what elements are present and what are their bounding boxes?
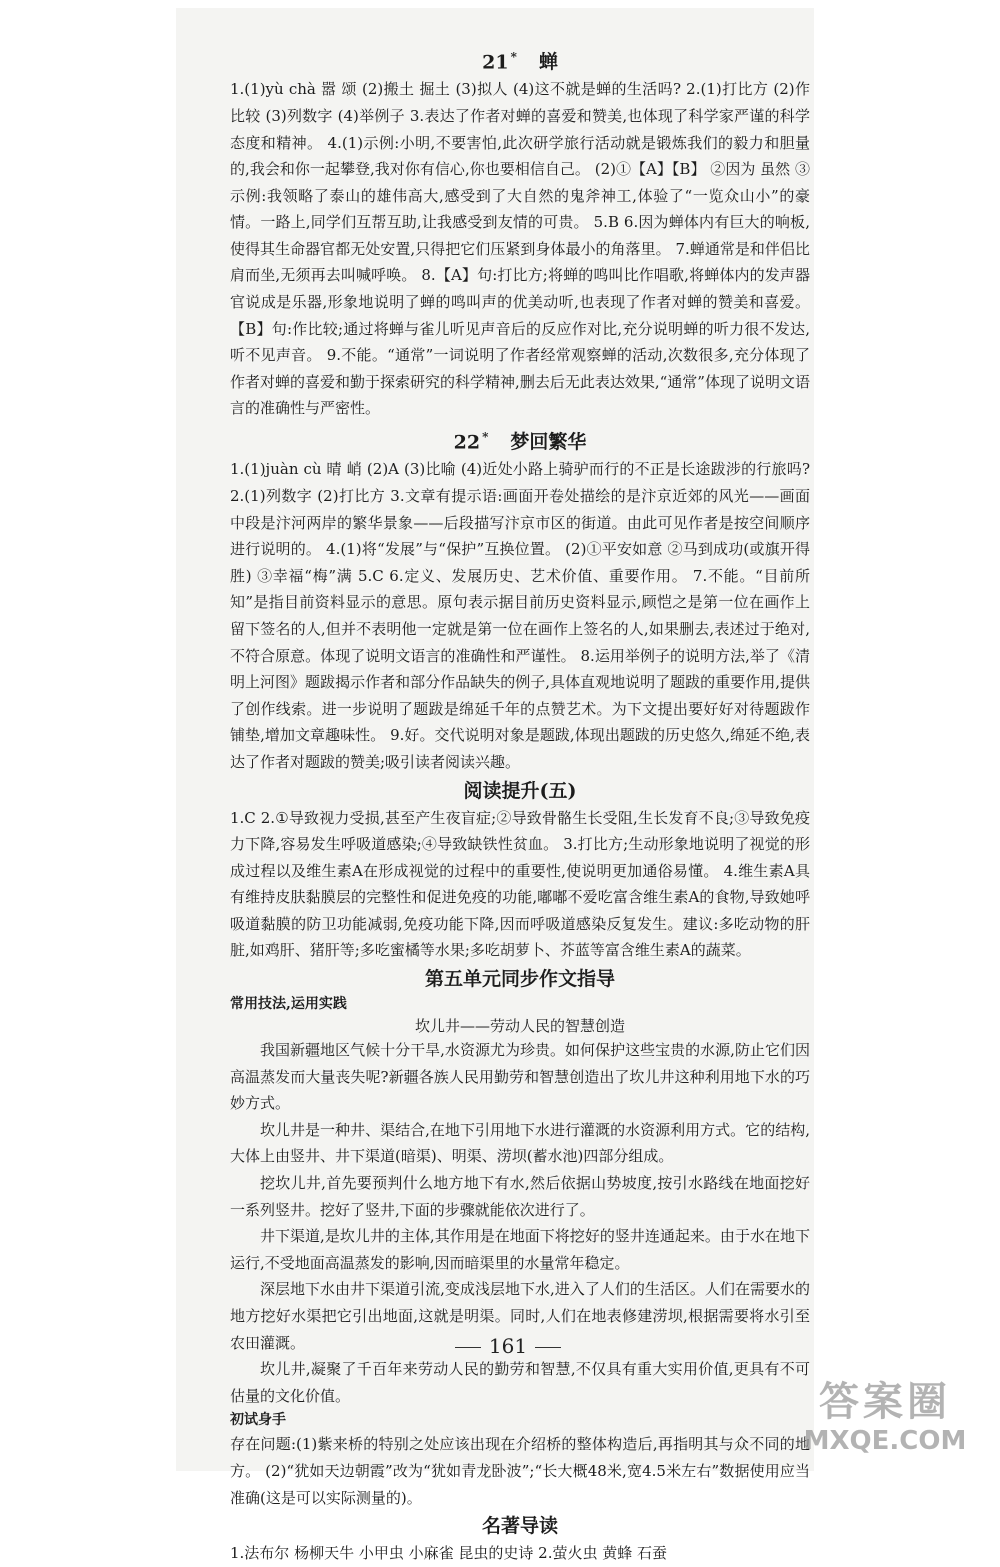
watermark-logo [780, 1378, 990, 1468]
essay-paragraph: 坎儿井,凝聚了千百年来劳动人民的勤劳和智慧,不仅具有重大实用价值,更具有不可估量的文化价值。 [230, 1360, 810, 1405]
essay-paragraph: 井下渠道,是坎儿井的主体,其作用是在地面下将挖好的竖井连通起来。由于水在地下运行,不受地面高温蒸发的影响,因而暗渠里的水量常年稳定。 [230, 1227, 810, 1272]
section-body-classics: 1.法布尔 杨柳天牛 小甲虫 小麻雀 昆虫的史诗 2.萤火虫 黄蜂 石蚕 [230, 1544, 668, 1563]
section-title-unit-5-writing: 第五单元同步作文指导 [424, 968, 615, 991]
essay-paragraph: 坎儿井是一种井、渠结合,在地下引用地下水进行灌溉的水资源利用方式。它的结构,大体上由竖井、井下渠道(暗渠)、明渠、涝坝(蓄水池)四部分组成。 [230, 1120, 810, 1166]
section-body-reading-5: 1.C 2.①导致视力受损,甚至产生夜盲症;②导致骨骼生长受阻,生长发育不良;③导致免疫力下降,容易发生呼吸道感染;④导致缺铁性贫血。 3.打比方;生动形象地说明了视觉的形成过程以及维生素A在形成视觉的过程中的重要性,使说明更加通俗易懂。 4.维生素A具有维持皮肤黏膜层的完整性和促进免疫的功能,嘟嘟不爱吃富含维生素A的食物,导致她呼吸道黏膜的防卫功能减弱,免疫功能下降,因而呼吸道感染反复发生。建议:多吃动物的肝脏,如鸡肝、猪肝等;多吃蜜橘等水果;多吃胡萝卜、芥蓝等富含维生素A的蔬菜。 [230, 808, 810, 960]
section-title-classics: 名著导读 [481, 1515, 558, 1538]
section-body-22: 1.(1)juàn cù 晴 峭 (2)A (3)比喻 (4)近处小路上骑驴而行的不正是长途跋涉的行旅吗? 2.(1)列数字 (2)打比方 3.文章有提示语:画面开卷处描绘的是汴京近郊的风光——画面中段是汴河两岸的繁华景象——后段描写汴京市区的街道。由此可见作者是按空间顺序进行说明的。 4.(1)将“发展”与“保护”互换位置。 (2)①平安如意 ②马到成功(或旗开得胜) ③幸福“梅”满 5.C 6.定义、发展历史、艺术价值、重要作用。 7.不能。“目前所知”是指目前资料显示的意思。原句表示据目前历史资料显示,顾恺之是第一位在画作上留下签名的人,但并不表明他一定就是第一位在画作上签名的人,如果删去,表述过于绝对,不符合原意。体现了说明文语言的准确性和严谨性。 8.运用举例子的说明方法,举了《清明上河图》题跋揭示作者和部分作品缺失的例子,具体直观地说明了题跋的重要作用,提供了创作线索。进一步说明了题跋是绵延千年的点赞艺术。为下文提出要好好对待题跋作铺垫,增加文章趣味性。 9.好。交代说明对象是题跋,体现出题跋的历史悠久,绵延不绝,表达了作者对题跋的赞美;吸引读者阅读兴趣。 [230, 460, 810, 771]
watermark-logo-text: 答案圈 [819, 1378, 951, 1425]
page-number-rule-right [535, 1347, 561, 1348]
page-number: 161 [438, 1334, 578, 1358]
essay-paragraph: 深层地下水由井下渠道引流,变成浅层地下水,进入了人们的生活区。人们在需要水的地方挖好水渠把它引出地面,这就是明渠。同时,人们在地表修建涝坝,根据需要将水引至农田灌溉。 [230, 1280, 810, 1352]
section-title-21: 21 * 蝉 [482, 50, 558, 74]
subheading-techniques: 常用技法,运用实践 [230, 996, 347, 1013]
essay-paragraph: 我国新疆地区气候十分干旱,水资源尤为珍贵。如何保护这些宝贵的水源,防止它们因高温蒸发而大量丧失呢?新疆各族人民用勤劳和智慧创造出了坎儿井这种利用地下水的巧妙方式。 [230, 1041, 810, 1113]
subheading-trial: 初试身手 [230, 1412, 286, 1429]
page-number-rule-left [455, 1347, 481, 1348]
trial-answer: 存在问题:(1)紫来桥的特别之处应该出现在介绍桥的整体构造后,再指明其与众不同的地方。 (2)“犹如天边朝霞”改为“犹如青龙卧波”;“长大概48米,宽4.5米左右”数据使用应当准确(这是可以实际测量的)。 [230, 1435, 810, 1507]
section-body-21: 1.(1)yù chà 嚣 颂 (2)搬土 掘土 (3)拟人 (4)这不就是蝉的生活吗? 2.(1)打比方 (2)作比较 (3)列数字 (4)举例子 3.表达了作者对蝉的喜爱和赞美,也体现了科学家严谨的科学态度和精神。 4.(1)示例:小明,不要害怕,此次研学旅行活动就是锻炼我们的毅力和胆量的,我会和你一起攀登,我对你有信心,你也要相信自己。 (2)①【A】【B】 ②因为 虽然 ③示例:我领略了泰山的雄伟高大,感受到了大自然的鬼斧神工,体验了“一览众山小”的豪情。一路上,同学们互帮互助,让我感受到友情的可贵。 5.B 6.因为蝉体内有巨大的响板,使得其生命器官都无处安置,只得把它们压紧到身体最小的角落里。 7.蝉通常是和伴侣比肩而坐,无须再去叫喊呼唤。 8.【A】句:打比方;将蝉的鸣叫比作唱歌,将蝉体内的发声器官说成是乐器,形象地说明了蝉的鸣叫声的优美动听,也表现了作者对蝉的赞美和喜爱。【B】句:作比较;通过将蝉与雀儿听见声音后的反应作对比,充分说明蝉的听力很不发达,听不见声音。 9.不能。“通常”一词说明了作者经常观察蝉的活动,次数很多,充分体现了作者对蝉的喜爱和勤于探索研究的科学精神,删去后无此表达效果,“通常”体现了说明文语言的准确性与严密性。 [230, 80, 810, 418]
essay-title: 坎儿井——劳动人民的智慧创造 [414, 1017, 625, 1036]
essay-paragraph: 挖坎儿井,首先要预判什么地方地下有水,然后依据山势坡度,按引水路线在地面挖好一系列竖井。挖好了竖井,下面的步骤就能依次进行了。 [230, 1174, 810, 1219]
section-title-22: 22 * 梦回繁华 [453, 430, 587, 454]
section-title-reading-5: 阅读提升(五) [463, 779, 577, 802]
watermark-url: MXQE.COM [803, 1426, 967, 1456]
